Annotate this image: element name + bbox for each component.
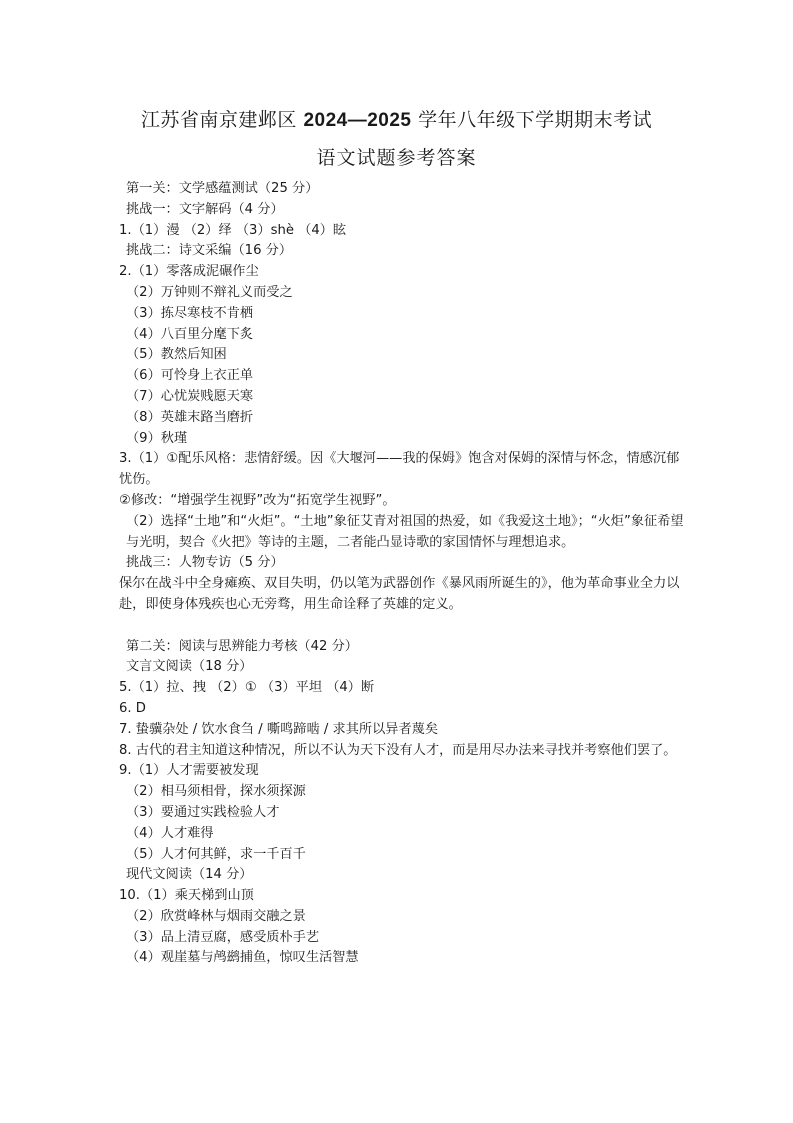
title-years: 2024—2025 — [303, 110, 412, 131]
answer-line: （4）观崖墓与鸬鹚捕鱼，惊叹生活智慧 — [126, 950, 359, 966]
answer-line: （4）八百里分麾下炙 — [126, 326, 254, 342]
answer-line: （4）人才难得 — [126, 825, 214, 841]
subsection-heading: 文言文阅读（18 分） — [126, 659, 253, 675]
page-title — [0, 107, 793, 134]
answer-line: （2）欣赏峰林与烟雨交融之景 — [126, 908, 306, 924]
answer-paragraph: 3.（1）①配乐风格：悲情舒缓。因《大堰河——我的保姆》饱含对保姆的深情与怀念，情感沉郁忧伤。 — [119, 451, 680, 488]
answer-line: 10.（1）乘天梯到山顶 — [119, 888, 254, 904]
page-subtitle: 语文试题参考答案 — [316, 147, 477, 169]
answer-paragraph: 8. 古代的君主知道这种情况，所以不认为天下没有人才，而是用尽办法来寻找并考察他们罢了。 — [119, 742, 677, 758]
answer-line: （5）教然后知困 — [126, 347, 227, 363]
answer-line: （8）英雄末路当磨折 — [126, 409, 254, 425]
answer-line: （5）人才何其鲜，求一千百千 — [126, 846, 306, 862]
challenge-heading: 挑战三：人物专访（5 分） — [126, 555, 284, 571]
answer-line: （9）秋瑾 — [126, 430, 188, 446]
answer-body — [119, 179, 684, 969]
answer-line: 7. 蛰骥杂处 / 饮水食刍 / 嘶鸣蹄啮 / 求其所以异者蔑矣 — [119, 721, 439, 737]
subsection-heading: 现代文阅读（14 分） — [126, 867, 253, 883]
challenge-heading: 挑战二：诗文采编（16 分） — [126, 243, 293, 259]
blank-line — [119, 616, 684, 637]
answer-line: 2.（1）零落成泥碾作尘 — [119, 264, 259, 280]
title-suffix: 学年八年级下学期期末考试 — [418, 109, 653, 131]
answer-line: ②修改：“增强学生视野”改为“拓宽学生视野”。 — [119, 492, 396, 508]
answer-line: （6）可怜身上衣正单 — [126, 368, 254, 384]
answer-line: （3）拣尽寒枝不肯栖 — [126, 305, 254, 321]
section-heading: 第一关：文学感蕴测试（25 分） — [126, 181, 319, 196]
answer-line: 5.（1）拉、拽 （2）① （3）平坦 （4）断 — [119, 680, 375, 696]
answer-line: 6. D — [119, 700, 146, 716]
answer-line: （3）品上清豆腐，感受质朴手艺 — [126, 929, 320, 945]
answer-line: （2）相马须相骨，探水须探源 — [126, 784, 306, 800]
answer-line: （2）万钟则不辩礼义而受之 — [126, 284, 293, 300]
answer-line: （7）心忧炭贱愿天寒 — [126, 388, 254, 404]
section-heading: 第二关：阅读与思辨能力考核（42 分） — [126, 638, 358, 654]
answer-line: 1.（1）漫 （2）绎 （3）shè （4）眩 — [119, 222, 347, 238]
answer-paragraph: （2）选择“土地”和“火炬”。“土地”象征艾青对祖国的热爱，如《我爱这土地》；“火炬”象征希望与光明，契合《火把》等诗的主题，二者能凸显诗歌的家国情怀与理想追求。 — [126, 513, 684, 550]
challenge-heading: 挑战一：文字解码（4 分） — [126, 201, 284, 217]
title-prefix: 江苏省南京建邺区 — [140, 109, 297, 131]
answer-paragraph: 保尔在战斗中全身瘫痪、双目失明，仍以笔为武器创作《暴风雨所诞生的》，他为革命事业全力以赴，即使身体残疾也心无旁骛，用生命诠释了英雄的定义。 — [119, 576, 680, 612]
answer-line: 9.（1）人才需要被发现 — [119, 763, 259, 779]
answer-line: （3）要通过实践检验人才 — [126, 804, 280, 820]
